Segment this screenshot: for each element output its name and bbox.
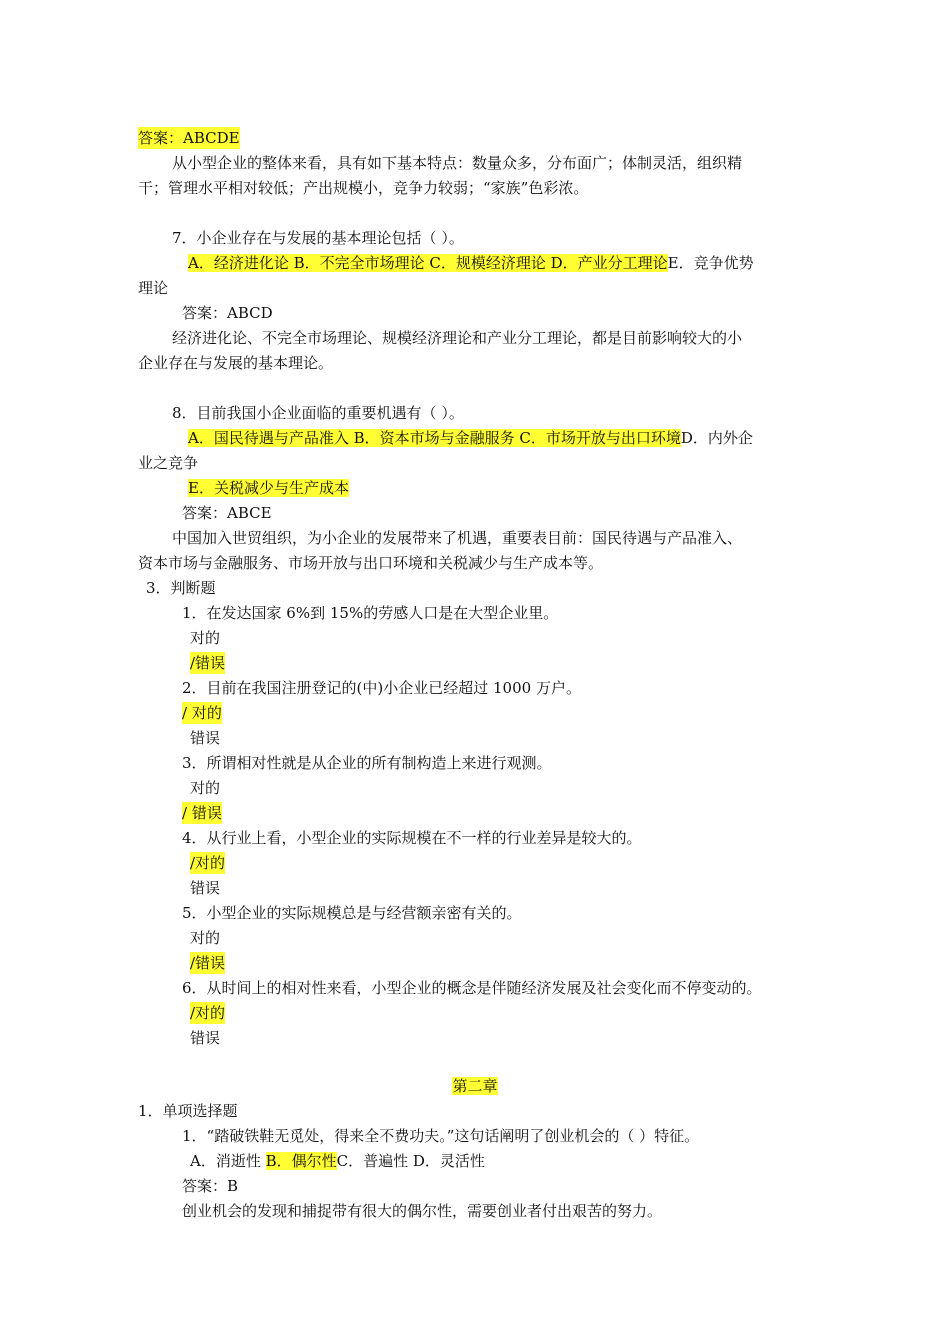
option-d: D．内外企 (680, 429, 753, 447)
question-8-options (188, 427, 753, 449)
tf-option-false-selected: / 错误 (182, 804, 222, 822)
c2-question-1-options (190, 1150, 485, 1172)
tf-option-true: 对的 (190, 779, 221, 797)
explanation-line: 创业机会的发现和捕捉带有很大的偶尔性，需要创业者付出艰苦的努力。 (182, 1202, 663, 1220)
tf-option-true-selected: / 对的 (182, 704, 222, 722)
option-e-line (188, 477, 349, 499)
tf-question-1: 1．在发达国家 6%到 15%的劳感人口是在大型企业里。 (182, 604, 559, 622)
option-wrap: 业之竞争 (138, 454, 199, 472)
tf-question-2: 2．目前在我国注册登记的(中)小企业已经超过 1000 万户。 (182, 679, 581, 697)
options-c-d: C．普遍性 D．灵活性 (336, 1152, 485, 1170)
highlighted-option-e: E．关税减少与生产成本 (188, 479, 349, 497)
tf-option-false-selected: /错误 (190, 654, 226, 672)
tf-option-false-selected: /错误 (190, 954, 226, 972)
tf-option-false: 错误 (190, 729, 221, 747)
answer-label-top: 答案：ABCDE (138, 129, 240, 147)
tf-option-true-selected: /对的 (190, 1004, 226, 1022)
explanation-line: 干；管理水平相对较低；产出规模小，竞争力较弱；“家族”色彩浓。 (138, 179, 589, 197)
tf-option-true: 对的 (190, 929, 221, 947)
tf-option-false: 错误 (190, 879, 221, 897)
chapter-heading (0, 1075, 950, 1097)
question-7-options (188, 252, 754, 274)
tf-question-3: 3．所谓相对性就是从企业的所有制构造上来进行观测。 (182, 754, 552, 772)
explanation-line: 中国加入世贸组织，为小企业的发展带来了机遇，重要表目前：国民待遇与产品准入、 (172, 529, 743, 547)
chapter-title: 第二章 (452, 1077, 498, 1095)
question-7: 7．小企业存在与发展的基本理论包括（ ）。 (172, 229, 464, 247)
highlighted-options: A．国民待遇与产品准入 B．资本市场与金融服务 C．市场开放与出口环境 (188, 429, 681, 447)
tf-option-false: 错误 (190, 1029, 221, 1047)
tf-option-true-selected: /对的 (190, 854, 226, 872)
answer-label: 答案：B (182, 1177, 239, 1195)
answer-label: 答案：ABCE (182, 504, 272, 522)
explanation-line: 从小型企业的整体来看，具有如下基本特点：数量众多，分布面广；体制灵活，组织精 (172, 154, 743, 172)
section-title: 3．判断题 (146, 579, 216, 597)
tf-question-4: 4．从行业上看，小型企业的实际规模在不一样的行业差异是较大的。 (182, 829, 642, 847)
answer-label: 答案：ABCD (182, 304, 273, 322)
c2-question-1: 1．“踏破铁鞋无觅处，得来全不费功夫。”这句话阐明了创业机会的（ ）特征。 (182, 1127, 700, 1145)
option-b-highlighted: B．偶尔性 (265, 1152, 337, 1170)
highlighted-options: A．经济进化论 B．不完全市场理论 C．规模经济理论 D．产业分工理论 (188, 254, 668, 272)
option-e: E．竞争优势 (667, 254, 754, 272)
tf-question-6: 6．从时间上的相对性来看，小型企业的概念是伴随经济发展及社会变化而不停变动的。 (182, 979, 762, 997)
tf-question-5: 5．小型企业的实际规模总是与经营额亲密有关的。 (182, 904, 522, 922)
option-wrap: 理论 (138, 279, 169, 297)
section-title: 1．单项选择题 (138, 1102, 238, 1120)
tf-option-true: 对的 (190, 629, 221, 647)
option-a: A．消逝性 (190, 1152, 266, 1170)
explanation-line: 经济进化论、不完全市场理论、规模经济理论和产业分工理论，都是目前影响较大的小 (172, 329, 743, 347)
explanation-line: 企业存在与发展的基本理论。 (138, 354, 334, 372)
question-8: 8．目前我国小企业面临的重要机遇有（ ）。 (172, 404, 464, 422)
explanation-line: 资本市场与金融服务、市场开放与出口环境和关税减少与生产成本等。 (138, 554, 604, 572)
